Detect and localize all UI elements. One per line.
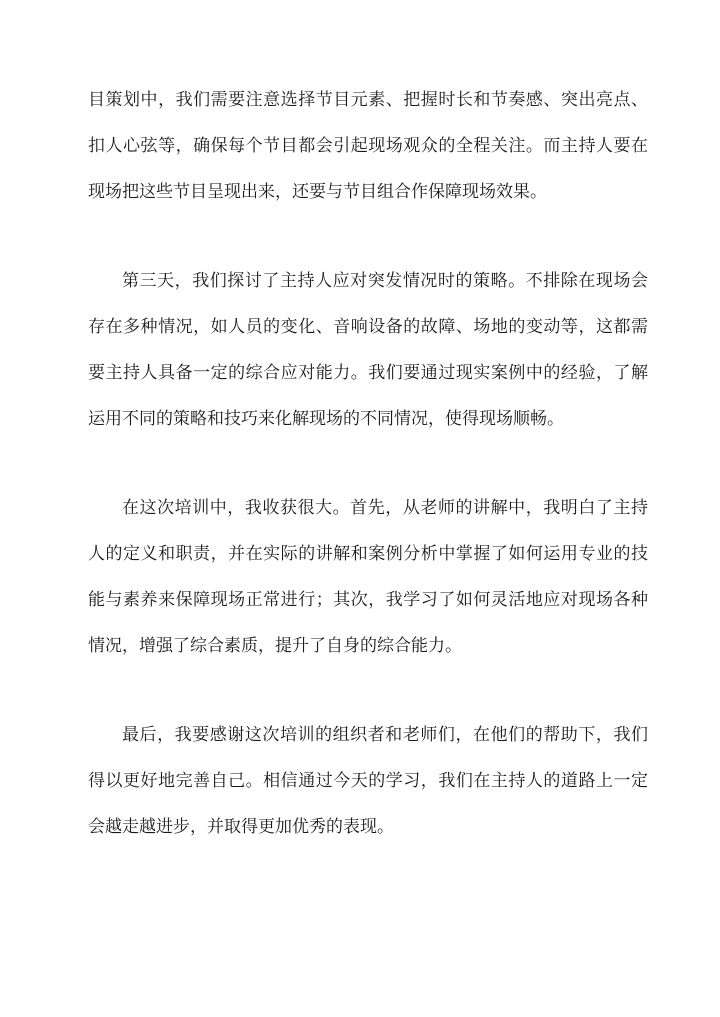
text-line: 要主持人具备一定的综合应对能力。我们要通过现实案例中的经验，了解 — [88, 363, 648, 383]
text-line: 情况，增强了综合素质，提升了自身的综合能力。 — [88, 636, 462, 656]
text-line: 会越走越进步，并取得更加优秀的表现。 — [88, 817, 394, 837]
paragraph-program-planning — [88, 77, 648, 215]
text-line: 人的定义和职责，并在实际的讲解和案例分析中掌握了如何运用专业的技 — [88, 544, 648, 564]
text-line: 运用不同的策略和技巧来化解现场的不同情况，使得现场顺畅。 — [88, 409, 564, 429]
text-line: 存在多种情况，如人员的变化、音响设备的故障、场地的变动等，这都需 — [88, 317, 648, 337]
text-line: 得以更好地完善自己。相信通过今天的学习，我们在主持人的道路上一定 — [88, 771, 648, 791]
paragraph-day-three — [88, 258, 648, 442]
text-line: 扣人心弦等，确保每个节目都会引起现场观众的全程关注。而主持人要在 — [88, 136, 648, 156]
text-line: 在这次培训中，我收获很大。首先，从老师的讲解中，我明白了主持 — [122, 498, 648, 518]
text-line: 第三天，我们探讨了主持人应对突发情况时的策略。不排除在现场会 — [122, 271, 648, 291]
text-line: 现场把这些节目呈现出来，还要与节目组合作保障现场效果。 — [88, 182, 547, 202]
text-line: 最后，我要感谢这次培训的组织者和老师们，在他们的帮助下，我们 — [122, 725, 648, 745]
text-line: 能与素养来保障现场正常进行；其次，我学习了如何灵活地应对现场各种 — [88, 590, 648, 610]
paragraph-thanks — [88, 712, 648, 850]
text-line: 目策划中，我们需要注意选择节目元素、把握时长和节奏感、突出亮点、 — [88, 90, 648, 110]
paragraph-gains — [88, 485, 648, 669]
